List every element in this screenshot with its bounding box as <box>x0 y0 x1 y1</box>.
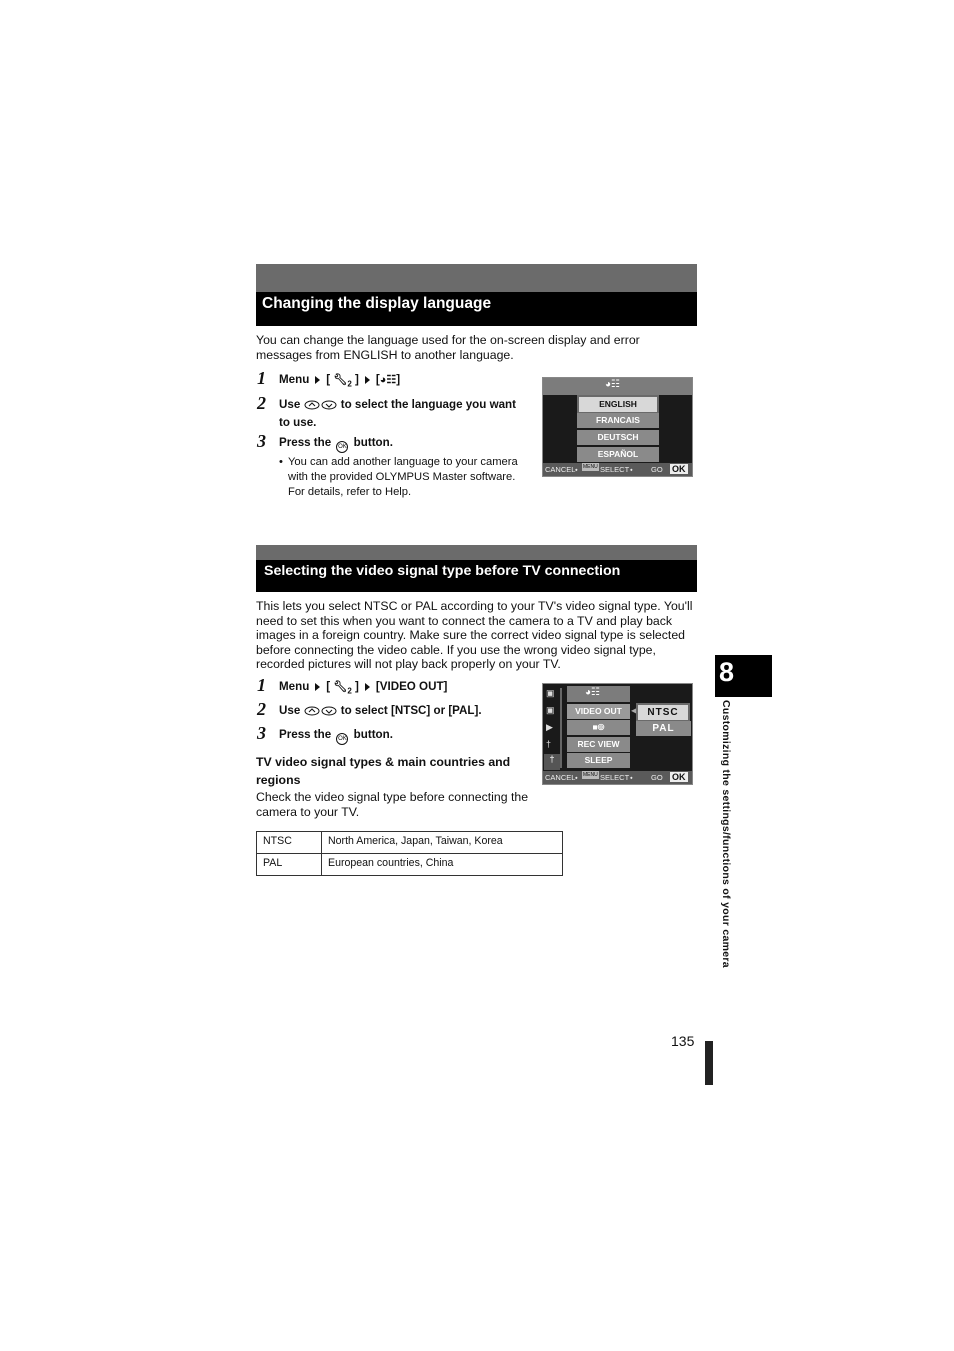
table-row <box>257 854 563 876</box>
video-out-screen <box>542 683 693 785</box>
step2-desc: to select the language you want to use. <box>279 398 516 429</box>
menu-sound[interactable] <box>567 720 630 735</box>
chapter-number: 8 <box>719 657 735 687</box>
section1-title: Changing the display language <box>262 295 492 312</box>
step2-number: 2 <box>257 393 266 413</box>
speaker-icon: ■⦾ <box>592 722 605 732</box>
chapter-side-title: Customizing the settings/functions of your camera <box>720 700 732 968</box>
note-text: You can add another language to your camera with the provided OLYMPUS Master software. <box>288 456 518 484</box>
cancel-label: CANCEL <box>545 465 576 474</box>
ok-key: OK <box>672 772 686 782</box>
menu-key: MENU <box>583 464 598 470</box>
step2-text <box>279 397 519 431</box>
step2-pre: Use <box>279 704 301 717</box>
step3-pre: Press the <box>279 436 332 449</box>
camera1-tab-icon: ▣ <box>546 688 555 698</box>
bracket-open: [ <box>375 373 380 386</box>
section2-header-band <box>256 545 697 560</box>
cancel-label: CANCEL <box>545 773 576 782</box>
page-edge-bar <box>705 1041 713 1085</box>
lang-deutsch[interactable]: DEUTSCH <box>577 430 659 445</box>
step1-text: Menu [ $🔧︎_2$ ] [VIDEO OUT] <box>279 680 448 696</box>
up-down-buttons-icon <box>304 399 338 415</box>
step3-text <box>279 727 393 745</box>
playback-tab-icon: ▶ <box>546 722 553 732</box>
scrollbar[interactable] <box>560 688 562 768</box>
section1-header <box>256 292 697 326</box>
select-label: SELECT <box>600 465 630 474</box>
section1-note <box>279 455 529 517</box>
signal-types-heading: TV video signal types & main countries and regions <box>256 755 511 787</box>
step3-desc: button. <box>353 436 393 449</box>
arrow-right-icon <box>365 376 370 384</box>
lang-espanol[interactable]: ESPAÑOL <box>577 447 659 462</box>
setup-wrench-icon: 🔧︎ <box>333 374 348 386</box>
step2-text <box>279 703 482 721</box>
setup2-tab-icon: † <box>544 754 560 770</box>
menu-label: Menu <box>279 373 310 386</box>
step1-number: 1 <box>257 368 266 388</box>
arrow-icon: ⬩ <box>575 465 578 474</box>
go-label: GO <box>651 773 663 782</box>
select-label: SELECT <box>600 773 630 782</box>
step3-number: 3 <box>257 431 266 451</box>
screen-footer <box>543 771 692 784</box>
screen-footer <box>543 463 692 476</box>
language-screen <box>542 377 693 477</box>
screen-topbar <box>543 378 692 395</box>
step1-number: 1 <box>257 675 266 695</box>
arrow-right-icon <box>315 376 320 384</box>
menu-video-out[interactable]: VIDEO OUT <box>567 704 630 719</box>
option-pal[interactable]: PAL <box>636 721 691 736</box>
note-help: For details, refer to Help. <box>288 486 412 499</box>
arrow-right-icon <box>315 683 320 691</box>
option-ntsc[interactable]: NTSC <box>638 705 688 720</box>
table-cell-type: NTSC <box>257 832 322 854</box>
section1-header-band <box>256 264 697 292</box>
check-text: Check the video signal type before connecting the camera to your TV. <box>256 790 529 819</box>
table-cell-regions: European countries, China <box>322 854 563 876</box>
menu-rec-view[interactable]: REC VIEW <box>567 737 630 752</box>
language-icon: ◕☷ <box>585 687 601 698</box>
lang-francais[interactable]: FRANCAIS <box>577 413 659 428</box>
up-down-buttons-icon <box>304 705 338 721</box>
ok-button-icon: OK <box>336 441 348 453</box>
section1-intro: You can change the language used for the on-screen display and error messages from ENGLISH to another language. <box>256 333 640 362</box>
bracket-close: ] <box>396 373 401 386</box>
arrow-icon: ⬩ <box>630 773 633 782</box>
language-icon: ◕☷ <box>605 379 621 390</box>
step3-text <box>279 435 393 453</box>
menu-key: MENU <box>583 772 598 778</box>
page-number: 135 <box>671 1033 695 1049</box>
step2-number: 2 <box>257 699 266 719</box>
table-cell-type: PAL <box>257 854 322 876</box>
step2-desc: to select [NTSC] or [PAL]. <box>340 704 482 717</box>
screen-side-tabs <box>543 684 565 772</box>
table-cell-regions: North America, Japan, Taiwan, Korea <box>322 832 563 854</box>
step2-pre: Use <box>279 398 301 411</box>
menu-sleep[interactable]: SLEEP <box>567 753 630 768</box>
arrow-right-icon <box>365 683 370 691</box>
table-row <box>257 832 563 854</box>
tab-number: 2 <box>347 379 352 389</box>
section2-title: Selecting the video signal type before TV connection <box>264 563 621 579</box>
chapter-tab <box>715 655 772 697</box>
step3-pre: Press the <box>279 728 332 741</box>
language-menu-icon: ◕☷ <box>379 374 397 386</box>
arrow-icon: ⬩ <box>630 465 633 474</box>
step3-desc: button. <box>353 728 393 741</box>
arrow-icon: ⬩ <box>575 773 578 782</box>
arrow-left-icon: ◀ <box>631 706 638 715</box>
screen-topbar <box>567 686 630 702</box>
step3-number: 3 <box>257 723 266 743</box>
setup1-tab-icon: † <box>546 739 552 749</box>
step1-text: Menu [ $🔧︎_2$ ] [◕☷] <box>279 373 401 389</box>
setup-wrench-icon: 🔧︎ <box>333 681 348 693</box>
camera2-tab-icon: ▣ <box>546 705 555 715</box>
tab-number: 2 <box>347 686 352 696</box>
section2-header <box>256 560 697 592</box>
go-label: GO <box>651 465 663 474</box>
section2-intro: This lets you select NTSC or PAL according to your TV's video signal type. You'll need to set this when you want to connect the camera to a TV and play back images in a foreign country. Make sure the correct video signal type is selected before connecting the video cable. If you use the wrong video signal type, recorded pictures will not play back properly on your TV. <box>256 599 693 672</box>
target-label: [VIDEO OUT] <box>375 680 448 693</box>
menu-label: Menu <box>279 680 310 693</box>
bullet-dot: • <box>279 456 283 468</box>
signal-table <box>256 831 563 876</box>
ok-key: OK <box>672 464 686 474</box>
ok-button-icon: OK <box>336 733 348 745</box>
lang-english[interactable]: ENGLISH <box>579 397 657 412</box>
